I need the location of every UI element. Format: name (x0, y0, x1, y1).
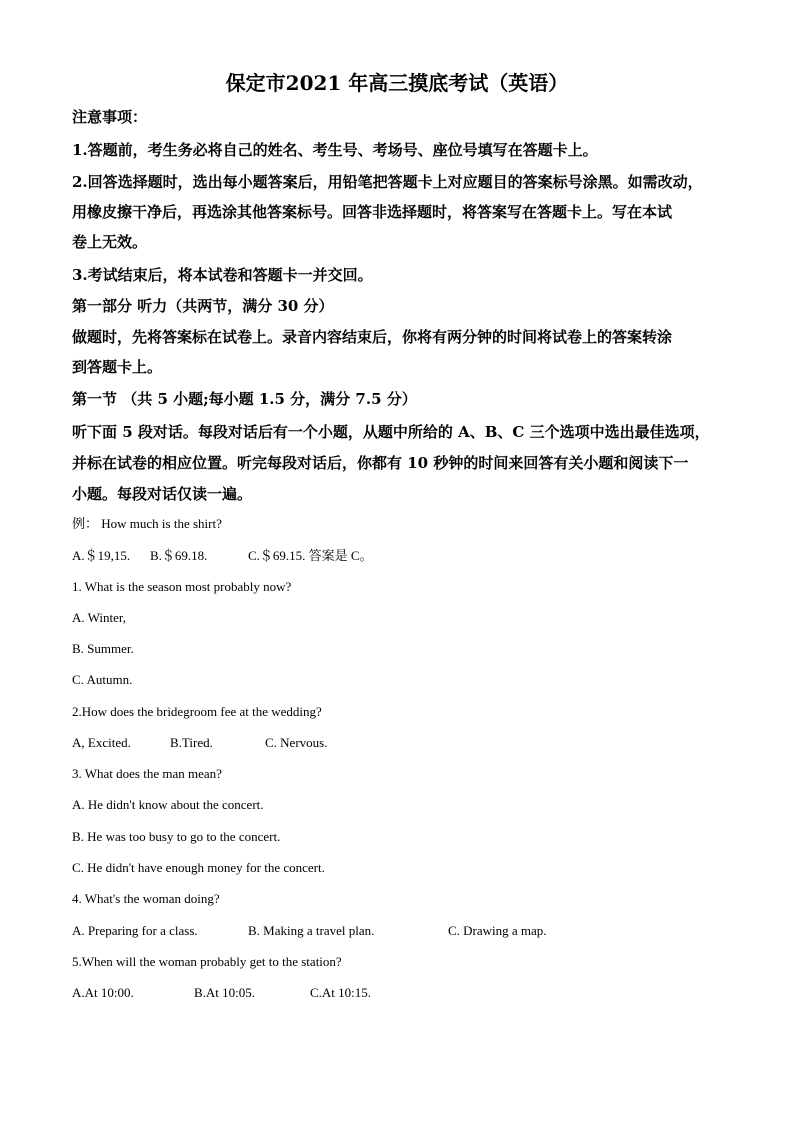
question-3-option-a: A. He didn't know about the concert. (72, 797, 264, 812)
example-option-c: C.＄69.15. 答案是 C。 (248, 548, 373, 563)
question-3-option-c: C. He didn't have enough money for the concert. (72, 860, 325, 875)
question-5-option-c: C.At 10:15. (310, 985, 372, 1000)
question-2-option-a: A, Excited. (72, 735, 131, 750)
question-2: 2.How does the bridegroom fee at the wedding? (72, 704, 322, 719)
section1-heading: 第一节 （共 5 小题;每小题 1.5 分，满分 7.5 分） (72, 390, 417, 408)
question-4-option-c: C. Drawing a map. (448, 923, 547, 938)
question-5-option-a: A.At 10:00. (72, 985, 134, 1000)
notice-item-1: 1.答题前，考生务必将自己的姓名、考生号、考场号、座位号填写在答题卡上。 (72, 141, 598, 159)
question-3: 3. What does the man mean? (72, 766, 222, 781)
question-4-option-b: B. Making a travel plan. (248, 923, 375, 938)
example-option-a: A.＄19,15. (72, 548, 131, 563)
question-5: 5.When will the woman probably get to the station? (72, 954, 342, 969)
question-2-option-b: B.Tired. (170, 735, 213, 750)
question-1: 1. What is the season most probably now? (72, 579, 292, 594)
question-4: 4. What's the woman doing? (72, 891, 220, 906)
part1-intro-line-1: 做题时，先将答案标在试卷上。录音内容结束后，你将有两分钟的时间将试卷上的答案转涂 (72, 328, 673, 346)
notice-item-3: 3.考试结束后，将本试卷和答题卡一并交回。 (72, 266, 373, 284)
notice-item-2-line-3: 卷上无效。 (72, 233, 148, 251)
example-question: 例： How much is the shirt? (72, 516, 222, 531)
question-4-option-a: A. Preparing for a class. (72, 923, 198, 938)
exam-title: 保定市2021 年高三摸底考试（英语） (225, 71, 569, 95)
part1-intro-line-2: 到答题卡上。 (72, 358, 163, 376)
section1-instructions-line-1: 听下面 5 段对话。每段对话后有一个小题，从题中所给的 A、B、C 三个选项中选出最佳选项， (72, 423, 710, 441)
example-option-b: B.＄69.18. (150, 548, 208, 563)
notice-item-2-line-2: 用橡皮擦干净后，再选涂其他答案标号。回答非选择题时，将答案写在答题卡上。写在本试 (72, 203, 673, 221)
question-5-option-b: B.At 10:05. (194, 985, 256, 1000)
question-1-option-c: C. Autumn. (72, 672, 133, 687)
question-1-option-a: A. Winter, (72, 610, 126, 625)
question-3-option-b: B. He was too busy to go to the concert. (72, 829, 281, 844)
question-2-option-c: C. Nervous. (265, 735, 328, 750)
question-1-option-b: B. Summer. (72, 641, 134, 656)
notice-heading: 注意事项： (72, 108, 148, 126)
part1-heading: 第一部分 听力（共两节，满分 30 分） (72, 297, 334, 315)
section1-instructions-line-2: 并标在试卷的相应位置。听完每段对话后，你都有 10 秒钟的时间来回答有关小题和阅读下一 (72, 454, 689, 472)
section1-instructions-line-3: 小题。每段对话仅读一遍。 (72, 485, 253, 503)
notice-item-2-line-1: 2.回答选择题时，选出每小题答案后，用铅笔把答题卡上对应题目的答案标号涂黑。如需改动， (72, 173, 703, 191)
